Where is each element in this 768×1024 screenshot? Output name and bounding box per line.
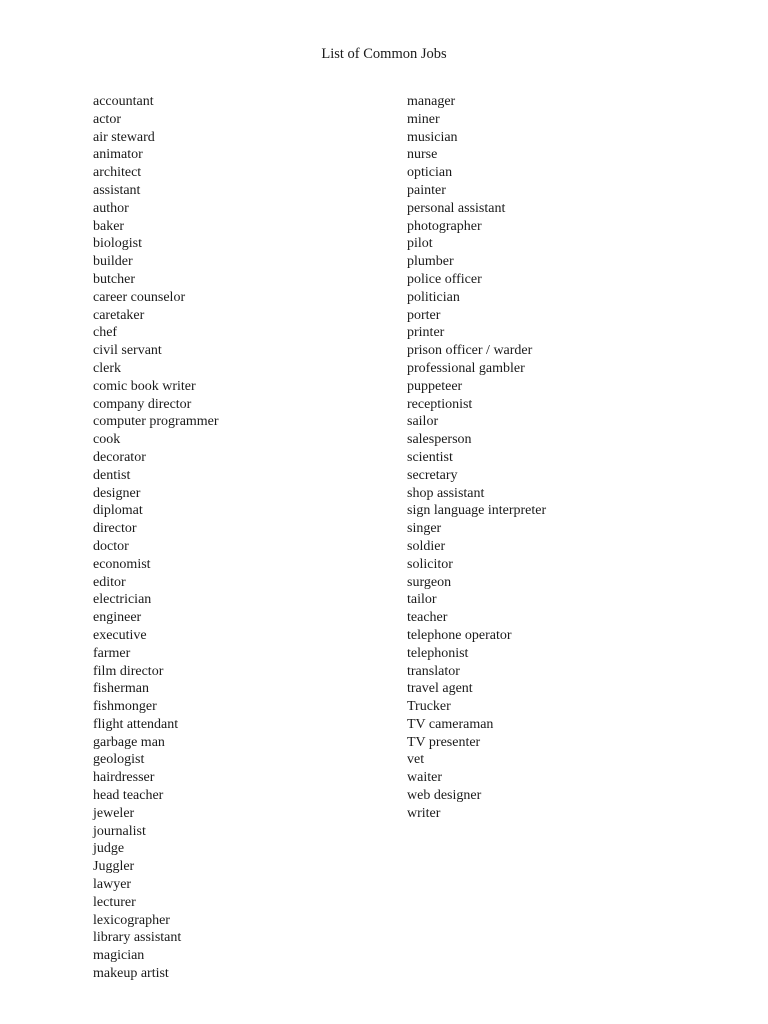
job-list-item: head teacher [93,788,164,804]
job-list-item: company director [93,396,192,412]
job-list-item: salesperson [407,432,472,448]
right-job-column [407,93,546,823]
job-list-item: makeup artist [93,966,169,982]
job-list-item: photographer [407,218,482,234]
job-list-item: career counselor [93,289,186,305]
job-list-item: politician [407,289,460,305]
job-list-item: farmer [93,645,131,661]
job-list-item: telephonist [407,645,469,661]
job-list-item: engineer [93,610,142,626]
job-list-item: garbage man [93,734,165,750]
job-list-item: accountant [93,94,154,109]
job-list-item: library assistant [93,930,182,946]
job-list-item: tailor [407,592,437,608]
job-list-item: porter [407,307,441,323]
job-list-item: designer [93,485,141,501]
job-list-item: pilot [407,236,433,252]
job-list-item: assistant [93,182,141,198]
job-list-item: prison officer / warder [407,343,533,359]
job-list-item: vet [407,752,425,768]
job-list-item: director [93,521,137,537]
job-list-item: chef [93,325,118,341]
job-list-item: jeweler [93,805,135,821]
left-job-column [93,93,219,983]
job-list-item: shop assistant [407,485,485,501]
job-list-item: flight attendant [93,716,179,732]
job-list-item: geologist [93,752,145,768]
job-list-item: diplomat [93,503,143,519]
job-list-item: baker [93,218,125,234]
job-list-item: police officer [407,271,482,287]
job-list-item: comic book writer [93,378,196,394]
job-list-item: animator [93,147,143,163]
job-list-item: personal assistant [407,200,506,216]
job-list-item: builder [93,254,133,270]
job-list-item: secretary [407,467,458,483]
job-list-item: web designer [407,788,482,804]
job-list-item: computer programmer [93,414,219,430]
job-list-item: surgeon [407,574,452,590]
job-list-item: TV presenter [407,734,481,750]
job-list-item: teacher [407,610,448,626]
job-list-item: miner [407,111,440,127]
job-list-item: hairdresser [93,770,155,786]
job-list-item: singer [407,521,442,537]
job-list-item: solicitor [407,556,453,572]
job-list-item: Trucker [407,699,451,715]
job-list-item: electrician [93,592,152,608]
job-list-item: decorator [93,449,146,465]
job-list-item: telephone operator [407,627,512,643]
job-list-item: TV cameraman [407,716,494,732]
job-list-item: executive [93,627,147,643]
job-list-item: editor [93,574,126,590]
job-list-item: architect [93,165,142,181]
job-list-item: lexicographer [93,912,170,928]
job-list-item: fishmonger [93,699,157,715]
job-list-item: doctor [93,538,129,554]
job-list-item: writer [407,805,441,821]
job-list-item: receptionist [407,396,473,412]
job-list-item: journalist [93,823,146,839]
job-list-item: biologist [93,236,143,252]
job-list-item: clerk [93,360,121,376]
job-list-item: nurse [407,147,438,163]
job-list-item: printer [407,325,445,341]
job-list-item: caretaker [93,307,145,323]
job-list-item: musician [407,129,458,145]
job-list-item: lawyer [93,877,132,893]
job-list-item: plumber [407,254,454,270]
job-list-item: air steward [93,129,155,145]
job-list-item: author [93,200,129,216]
job-list-item: painter [407,182,446,198]
job-list-item: translator [407,663,460,679]
job-list-item: civil servant [93,343,162,359]
job-list-item: magician [93,948,145,964]
page-title: List of Common Jobs [321,46,447,62]
job-list-item: professional gambler [407,360,525,376]
job-list-item: cook [93,432,121,448]
job-list-item: sign language interpreter [407,503,547,519]
job-list-item: optician [407,165,453,181]
job-list-item: travel agent [407,681,473,697]
job-list-item: waiter [407,770,442,786]
job-list-item: actor [93,111,121,127]
job-list-item: film director [93,663,164,679]
job-list-item: sailor [407,414,439,430]
job-list-item: butcher [93,271,135,287]
job-list-item: puppeteer [407,378,463,394]
job-list-item: soldier [407,538,446,554]
job-list-item: scientist [407,449,453,465]
job-list-item: economist [93,556,151,572]
job-list-item: fisherman [93,681,149,697]
job-list-item: Juggler [93,859,135,875]
job-list-item: dentist [93,467,131,483]
job-list-item: judge [93,841,125,857]
job-list-item: manager [407,94,456,109]
job-list-item: lecturer [93,894,136,910]
